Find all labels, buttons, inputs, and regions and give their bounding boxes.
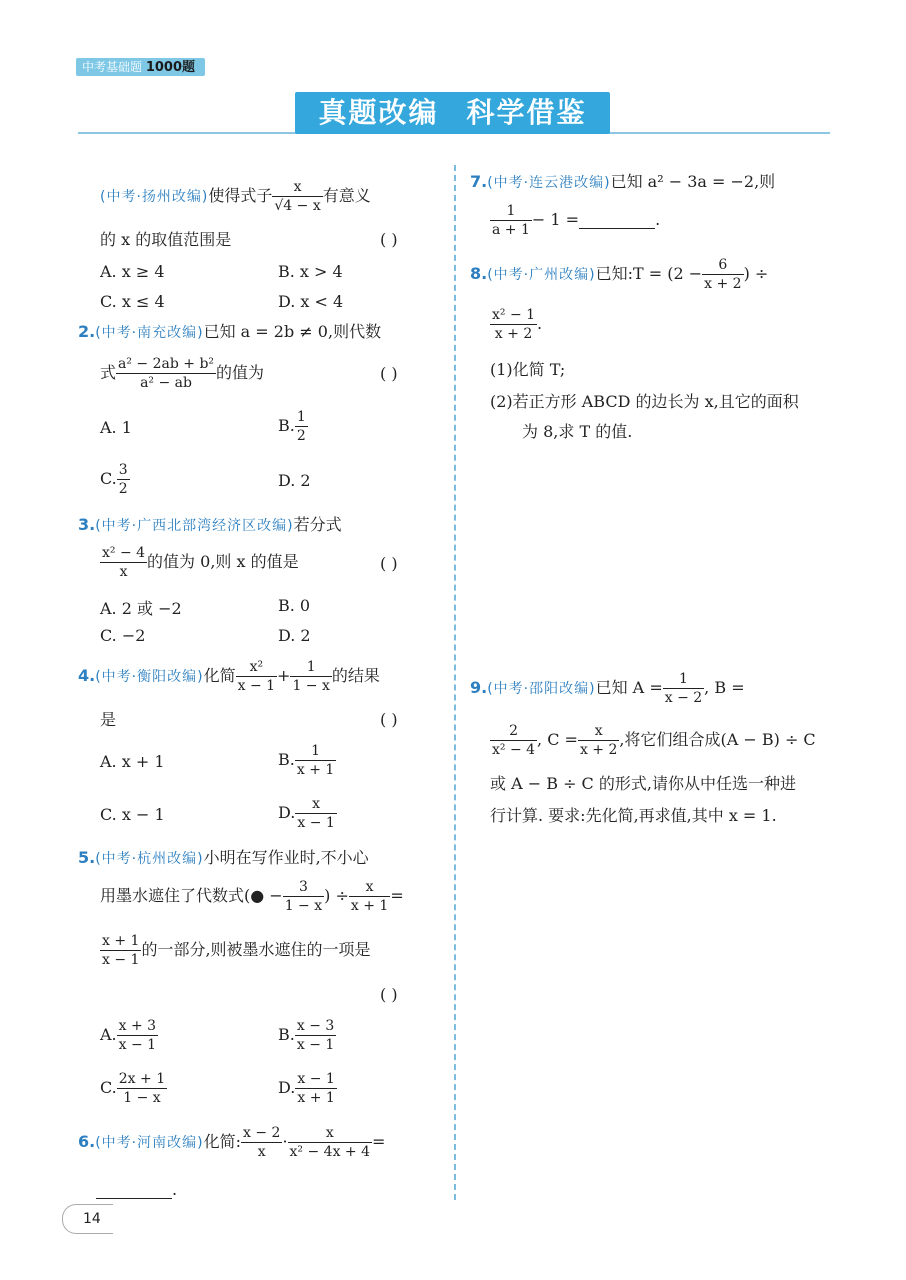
book-series-badge: [76, 58, 205, 76]
q8-frac2-den: x + 2: [494, 326, 533, 342]
q3-post: 的值为 0,则 x 的值是: [147, 552, 299, 571]
column-divider: [454, 165, 456, 1200]
q4-optb-frac: [295, 742, 336, 779]
q4-plus: +: [277, 666, 291, 685]
q9-frac-b: [490, 722, 537, 759]
q9-stem-a: 已知 A =: [595, 678, 663, 697]
q9-source: (中考·邵阳改编): [487, 681, 596, 697]
q3-fraction: [100, 544, 147, 581]
q5-optb-frac: [295, 1017, 336, 1054]
q2-pre: 式: [100, 363, 117, 382]
q8-frac1: [702, 256, 743, 293]
q5-line2: [100, 878, 404, 915]
q9-frac-a: [663, 670, 704, 707]
q2-fraction: [116, 355, 216, 392]
q5-optc-den: 1 − x: [123, 1090, 161, 1106]
q8-line1: [470, 256, 768, 293]
q6-source: (中考·河南改编): [95, 1135, 204, 1151]
q5-eq: =: [390, 886, 404, 905]
badge-bold: 1000题: [145, 60, 196, 75]
q4-frac2-num: 1: [290, 658, 331, 677]
q7-number: 7.: [470, 172, 488, 191]
q1-stem-b: 有意义: [322, 186, 371, 205]
q5-opta-label: A.: [100, 1025, 117, 1044]
q5-optc-num: 2x + 1: [118, 1071, 166, 1087]
q1-fraction: [272, 178, 322, 215]
q8-tail: ) ÷: [743, 264, 769, 283]
q2-optb-frac: [295, 408, 308, 445]
q5-source: (中考·杭州改编): [95, 851, 204, 867]
q3-den: x: [119, 564, 128, 580]
q2-optb-label: B.: [278, 416, 295, 435]
q1-answer-paren: ( ): [380, 230, 398, 249]
q4-option-c: C. x − 1: [100, 805, 165, 824]
q2-den: a² − ab: [140, 375, 192, 391]
q9-b-num: 2: [490, 722, 537, 741]
q5-line1: [78, 846, 369, 871]
q2-answer-paren: ( ): [380, 364, 398, 383]
q4-post: 的结果: [331, 666, 380, 685]
q5-frac1: [283, 878, 324, 915]
q5-optb-den: x − 1: [296, 1037, 335, 1053]
q2-optc-label: C.: [100, 469, 117, 488]
q1-num: x: [272, 178, 322, 197]
q5-frac3-den: x − 1: [102, 952, 140, 968]
q2-option-a: A. 1: [100, 418, 132, 437]
q8-source: (中考·广州改编): [487, 267, 596, 283]
q6-frac1: [241, 1124, 282, 1161]
q9-line4: 行计算. 要求:先化简,再求值,其中 x = 1.: [490, 806, 777, 825]
q6-line1: [78, 1124, 385, 1161]
q9-stem-b: , B =: [704, 678, 745, 697]
q3-num: x² − 4: [102, 545, 146, 561]
q5-option-b: [278, 1017, 336, 1054]
q4-optb-den: x + 1: [296, 762, 335, 778]
q5-opta-frac: [117, 1017, 158, 1054]
q6-frac1-num: x − 2: [243, 1125, 281, 1141]
q2-post: 的值为: [216, 363, 265, 382]
q3-line2: [100, 544, 299, 581]
q2-number: 2.: [78, 322, 96, 341]
q2-line2: [100, 355, 264, 392]
q9-a-num: 1: [663, 670, 704, 689]
q4-frac2: [290, 658, 331, 695]
q2-optc-frac: [117, 461, 130, 498]
banner-left: 真题改编: [318, 96, 439, 129]
q6-number: 6.: [78, 1132, 96, 1151]
q9-line1: [470, 670, 745, 707]
q4-frac1-den: x − 1: [237, 678, 276, 694]
q5-line2a: 用墨水遮住了代数式(● −: [100, 886, 283, 905]
q9-frac-c: [578, 722, 619, 759]
q6-stem: 化简:: [203, 1132, 241, 1151]
q2-line1: [78, 320, 381, 345]
q5-frac1-den: 1 − x: [284, 898, 323, 914]
q1-option-d: D. x < 4: [278, 292, 344, 311]
q9-a-den: x − 2: [664, 690, 703, 706]
q8-frac1-den: x + 2: [704, 276, 742, 292]
q8-line2: [490, 306, 542, 343]
q2-option-d: D. 2: [278, 471, 311, 490]
q5-line2b: ) ÷: [324, 886, 349, 905]
q8-stem: 已知:T = (2 −: [595, 264, 703, 283]
q6-dot: ·: [282, 1132, 288, 1151]
q4-number: 4.: [78, 666, 96, 685]
q3-source: (中考·广西北部湾经济区改编): [95, 518, 294, 534]
q5-option-a: [100, 1017, 158, 1054]
q5-optb-num: x − 3: [296, 1018, 335, 1034]
q4-optd-num: x: [295, 795, 336, 814]
q8-end: .: [537, 314, 543, 333]
q6-frac2-num: x: [288, 1124, 372, 1143]
q4-frac2-den: 1 − x: [292, 678, 330, 694]
q5-optd-frac: [295, 1070, 336, 1107]
q5-optd-label: D.: [278, 1078, 296, 1097]
q2-optc-den: 2: [118, 481, 128, 497]
q9-c-num: x: [578, 722, 619, 741]
q1-line1: [100, 178, 371, 215]
q9-mid: , C =: [537, 730, 578, 749]
q5-optd-den: x + 1: [297, 1090, 335, 1106]
q3-stem: 若分式: [293, 515, 342, 534]
q2-num: a² − 2ab + b²: [118, 356, 215, 372]
q4-stem: 化简: [203, 666, 236, 685]
q9-tail: ,将它们组合成(A − B) ÷ C: [619, 730, 816, 749]
q4-frac1: [236, 658, 277, 695]
q9-c-den: x + 2: [579, 742, 618, 758]
q3-option-c: C. −2: [100, 626, 146, 645]
q2-optb-den: 2: [296, 428, 306, 444]
q8-frac1-num: 6: [702, 256, 743, 275]
q5-optc-frac: [117, 1070, 167, 1107]
q5-number: 5.: [78, 848, 96, 867]
q9-line3: 或 A − B ÷ C 的形式,请你从中任选一种进: [490, 774, 796, 793]
q6-blank[interactable]: [96, 1180, 172, 1199]
q1-option-a: A. x ≥ 4: [100, 262, 165, 281]
q3-option-d: D. 2: [278, 626, 311, 645]
q4-line1: [78, 658, 380, 695]
q4-optb-num: 1: [295, 742, 336, 761]
q6-frac2-den: x² − 4x + 4: [289, 1144, 371, 1160]
q4-option-b: [278, 742, 336, 779]
q3-option-b: B. 0: [278, 596, 311, 615]
q3-number: 3.: [78, 515, 96, 534]
q4-option-a: A. x + 1: [100, 752, 165, 771]
q5-frac3-num: x + 1: [102, 933, 140, 949]
q7-num: 1: [490, 202, 532, 221]
q7-line1: [470, 170, 775, 195]
q5-stem: 小明在写作业时,不小心: [203, 848, 369, 867]
q7-stem: 已知 a² − 3a = −2,则: [610, 172, 776, 191]
q7-den: a + 1: [492, 222, 530, 238]
q5-opta-den: x − 1: [118, 1037, 157, 1053]
q3-line1: [78, 513, 342, 538]
q7-end: .: [655, 210, 661, 229]
q4-optd-frac: [295, 795, 336, 832]
q5-line3: [100, 932, 371, 969]
q8-part2a: (2)若正方形 ABCD 的边长为 x,且它的面积: [490, 392, 799, 411]
q5-optd-num: x − 1: [297, 1071, 335, 1087]
q3-answer-paren: ( ): [380, 554, 398, 573]
q5-frac2-num: x: [349, 878, 390, 897]
q6-frac1-den: x: [257, 1144, 266, 1160]
q5-option-c: [100, 1070, 167, 1107]
q4-optd-label: D.: [278, 803, 296, 822]
q7-blank[interactable]: [579, 210, 655, 229]
q1-stem-a: 使得式子: [208, 186, 273, 205]
q9-line2: [490, 722, 816, 759]
q1-option-c: C. x ≤ 4: [100, 292, 165, 311]
q2-source: (中考·南充改编): [95, 325, 204, 341]
q1-den: √4 − x: [274, 198, 321, 214]
q5-answer-paren: ( ): [380, 985, 398, 1004]
q4-optd-den: x − 1: [297, 815, 335, 831]
q7-source: (中考·连云港改编): [487, 175, 611, 191]
q9-b-den: x² − 4: [492, 742, 536, 758]
q8-frac2-num: x² − 1: [492, 307, 536, 323]
q6-eq: =: [372, 1132, 386, 1151]
q2-option-b: [278, 408, 308, 445]
q8-part2b: 为 8,求 T 的值.: [522, 422, 633, 441]
q4-option-d: [278, 795, 337, 832]
q8-part1: (1)化简 T;: [490, 360, 566, 379]
section-banner: [295, 92, 610, 134]
q4-optb-label: B.: [278, 750, 295, 769]
q5-opta-num: x + 3: [118, 1018, 157, 1034]
q5-line3-text: 的一部分,则被墨水遮住的一项是: [141, 940, 371, 959]
q2-stem: 已知 a = 2b ≠ 0,则代数: [203, 322, 382, 341]
q6-end: .: [172, 1180, 178, 1199]
q1-line2: 的 x 的取值范围是: [100, 230, 232, 249]
q5-optc-label: C.: [100, 1078, 117, 1097]
q2-option-c: [100, 461, 130, 498]
q3-option-a: A. 2 或 −2: [100, 599, 182, 618]
q4-line2: 是: [100, 710, 117, 729]
page-number: 14: [62, 1204, 113, 1234]
q2-optb-num: 1: [296, 409, 306, 425]
q8-frac2: [490, 306, 537, 343]
q5-frac1-num: 3: [283, 878, 324, 897]
q1-source: (中考·扬州改编): [100, 189, 209, 205]
q1-option-b: B. x > 4: [278, 262, 343, 281]
q5-frac3: [100, 932, 141, 969]
q7-post: − 1 =: [531, 210, 580, 229]
q7-fraction: [490, 202, 532, 239]
q8-number: 8.: [470, 264, 488, 283]
q4-frac1-num: x²: [236, 658, 277, 677]
q7-line2: [490, 202, 660, 239]
q9-number: 9.: [470, 678, 488, 697]
q6-frac2: [288, 1124, 372, 1161]
banner-right: 科学借鉴: [466, 96, 587, 129]
q6-answer-line: [96, 1178, 177, 1202]
q4-source: (中考·衡阳改编): [95, 669, 204, 685]
q5-option-d: [278, 1070, 337, 1107]
q4-answer-paren: ( ): [380, 710, 398, 729]
q5-optb-label: B.: [278, 1025, 295, 1044]
q5-frac2: [349, 878, 390, 915]
badge-text: 中考基础题: [82, 60, 143, 74]
q2-optc-num: 3: [118, 462, 128, 478]
q5-frac2-den: x + 1: [350, 898, 389, 914]
